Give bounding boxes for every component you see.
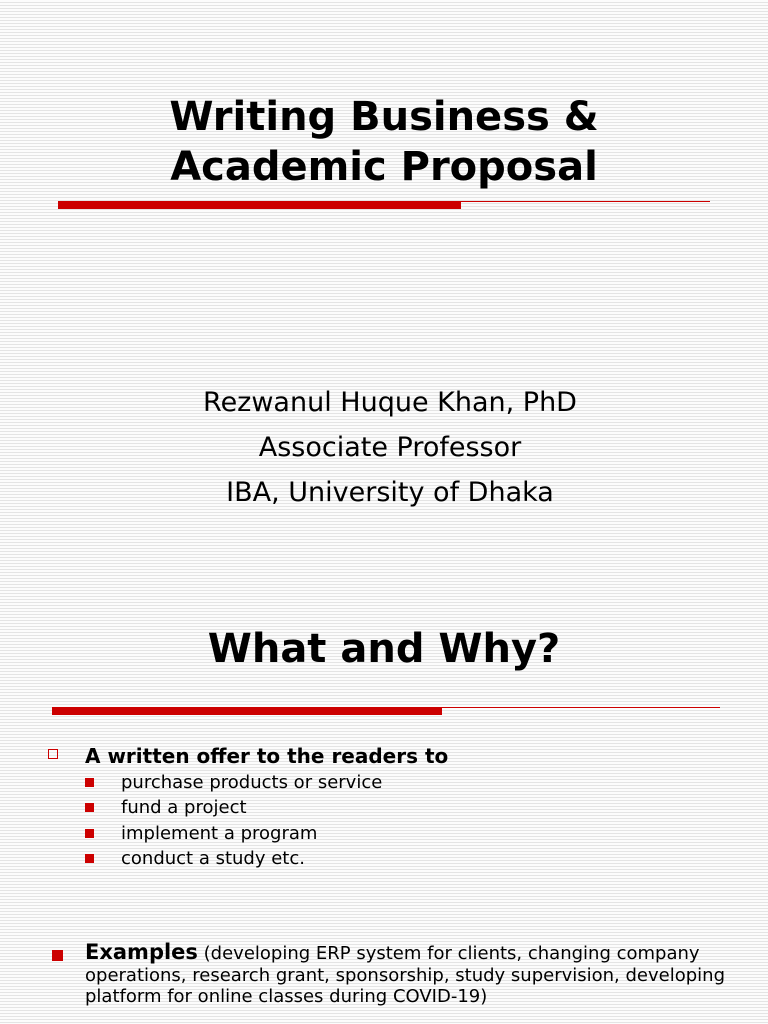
- square-bullet-icon: [85, 803, 94, 812]
- square-bullet-icon: [85, 854, 94, 863]
- examples-paragraph: [85, 942, 762, 1008]
- list-item-text: purchase products or service: [121, 772, 383, 793]
- slide-title: [0, 92, 768, 192]
- square-bullet-icon: [52, 950, 63, 961]
- examples-bullet: [52, 942, 762, 1008]
- author-block: [0, 380, 768, 515]
- title-rule-thin: [58, 201, 710, 202]
- slide-2-rule-thin: [52, 707, 720, 708]
- author-name: Rezwanul Huque Khan, PhD: [203, 387, 577, 418]
- square-bullet-icon: [85, 829, 94, 838]
- list-item-text: conduct a study etc.: [121, 847, 305, 869]
- title-line-1: Writing Business &: [169, 94, 599, 140]
- title-line-2: Academic Proposal: [170, 144, 598, 190]
- sub-bullet-list: [85, 770, 685, 871]
- slide-2-rule-thick: [52, 707, 442, 715]
- list-item: [85, 821, 685, 846]
- examples-text: (developing ERP system for clients, changing company operations, research grant, sponsorship, study supervision, developing platform for online classes during COVID-19): [85, 943, 726, 1007]
- main-bullet-text: A written offer to the readers to: [85, 744, 449, 768]
- author-affiliation: IBA, University of Dhaka: [226, 477, 554, 508]
- slide-2-title: What and Why?: [207, 626, 561, 672]
- square-bullet-icon: [85, 778, 94, 787]
- title-rule-thick: [58, 201, 461, 209]
- list-item: [85, 770, 685, 795]
- list-item-text: fund a project: [121, 797, 247, 819]
- list-item-text: implement a program: [121, 822, 318, 844]
- list-item: [85, 795, 685, 820]
- author-position: Associate Professor: [258, 432, 522, 463]
- hollow-square-bullet-icon: [48, 749, 58, 759]
- examples-label: Examples: [85, 940, 198, 964]
- list-item: [85, 846, 685, 871]
